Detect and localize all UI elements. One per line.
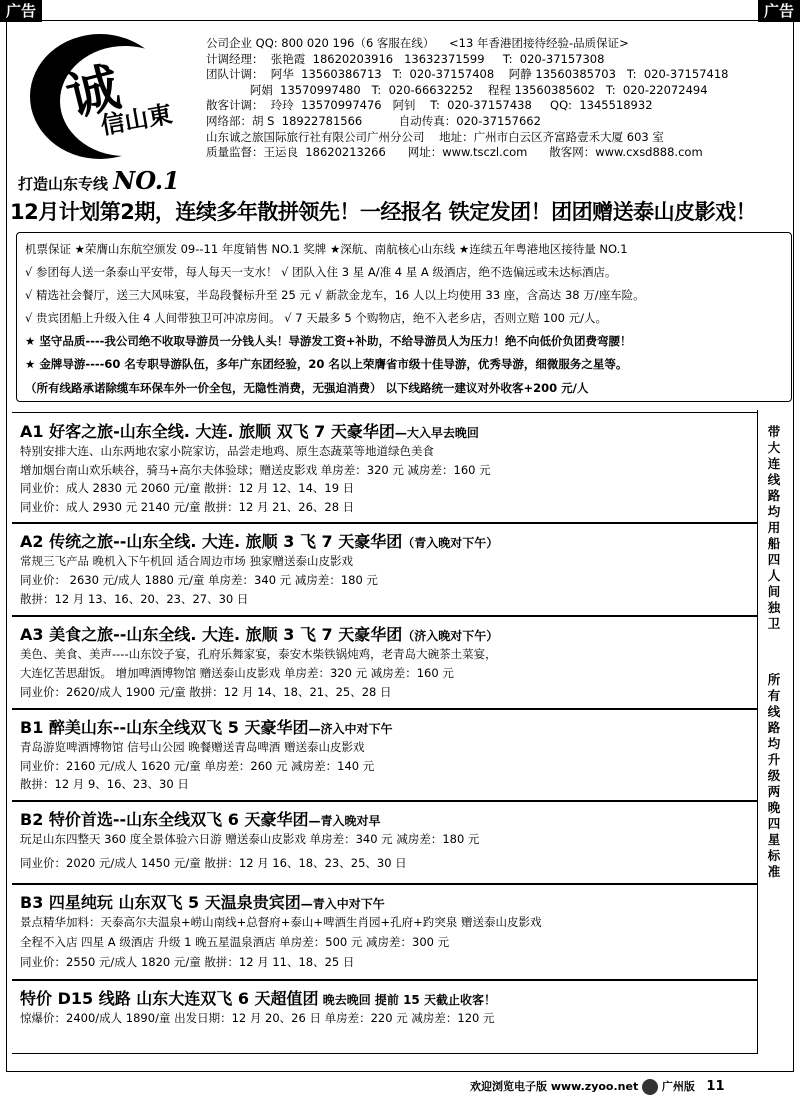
tour-line: 同业价：2020 元/成人 1450 元/童 散拼：12 月 16、18、23、25、30 日	[20, 855, 407, 870]
sidebar-note	[757, 410, 792, 1002]
slogan-no1: NO.1	[113, 166, 180, 195]
tour-title-text: A3 美食之旅--山东全线. 大连. 旅顺 3 飞 7 天豪华团	[20, 625, 403, 644]
tour-line: 散拼：12 月 13、16、20、23、27、30 日	[20, 592, 249, 606]
tour-title-note: —济入中对下午	[308, 722, 393, 736]
feature-line: √ 参团每人送一条泰山平安带，每人每天一支水！ √ 团队入住 3 星 A/准 4 星 A 级酒店，绝不选偏远或未达标酒店。	[25, 265, 617, 279]
contact-line: 团队计调： 阿华 13560386713 T: 020-37157408 阿静 13560385703 T: 020-37157418	[206, 67, 729, 82]
feature-line: （所有线路承诺除缆车环保车外一价全包，无隐性消费，无强迫消费） 以下线路统一建议对外收客+200 元/人	[25, 381, 589, 395]
tour-line: 全程不入店 四星 A 级酒店 升级 1 晚五星温泉酒店 单房差：500 元 减房差：300 元	[20, 935, 450, 949]
logo-slogan	[18, 166, 180, 195]
tour-line: 大连忆苦思甜饭。 增加啤酒博物馆 赠送泰山皮影戏 单房差：320 元 减房差：160 元	[20, 666, 454, 680]
tour-title-text: A2 传统之旅--山东全线. 大连. 旅顺 3 飞 7 天豪华团	[20, 532, 403, 551]
features-box	[16, 232, 792, 402]
tour-line: 同业价：2160 元/成人 1620 元/童 单房差：260 元 减房差：140 元	[20, 758, 375, 773]
tour-line: 增加烟台南山欢乐峡谷，骑马+高尔夫体验球；赠送皮影戏 单房差：320 元 减房差：160 元	[20, 462, 491, 477]
tour-line: 同业价：成人 2930 元 2140 元/童 散拼：12 月 21、26、28 日	[20, 499, 355, 514]
tour-title-note: 晚去晚回 提前 15 天截止收客！	[318, 993, 496, 1007]
tour-title	[20, 419, 479, 442]
tour-line: 常规三飞产品 晚机入下午机回 适合周边市场 独家赠送泰山皮影戏	[20, 554, 353, 568]
feature-line: √ 贵宾团船上升级入住 4 人间带独卫可冲凉房间。 √ 7 天最多 5 个购物店，绝不入老乡店，否则立赔 100 元/人。	[25, 311, 607, 325]
feature-line: √ 精选社会餐厅，送三大风味宴，半岛段餐标升至 25 元 √ 新款金龙车，16 人以上均使用 33 座，含高达 38 万/座车险。	[25, 288, 645, 302]
tour-block	[12, 883, 758, 981]
tour-title-text: A1 好客之旅-山东全线. 大连. 旅顺 双飞 7 天豪华团	[20, 422, 395, 441]
tour-title	[20, 715, 392, 738]
tour-block	[12, 979, 758, 1054]
ad-label-right: 广告	[758, 0, 800, 22]
tour-title	[20, 986, 496, 1009]
tour-line: 同业价： 2630 元/成人 1880 元/童 单房差：340 元 减房差：180 元	[20, 573, 378, 587]
feature-line: 机票保证 ★荣膺山东航空颁发 09--11 年度销售 NO.1 奖牌 ★深航、南航核心山东线 ★连续五年粤港地区接待量 NO.1	[25, 242, 628, 256]
contact-line: 阿娟 13570997480 T: 020-66632252 程程 13560385602 T: 020-22072494	[206, 82, 708, 97]
tour-line: 玩足山东四整天 360 度全景体验六日游 赠送泰山皮影戏 单房差：340 元 减房差：180 元	[20, 832, 480, 846]
page-number: 11	[706, 1079, 725, 1094]
tour-line: 景点精华加料：天泰高尔夫温泉+崂山南线+总督府+泰山+啤酒生肖园+孔府+趵突泉 赠送泰山皮影戏	[20, 915, 542, 929]
logo-big-char: 诚	[60, 56, 126, 129]
contact-line: 公司企业 QQ: 800 020 196（6 客服在线） <13 年香港团接待经验-品质保证>	[206, 36, 629, 50]
tour-line: 同业价：2550 元/成人 1820 元/童 散拼：12 月 11、18、25 日	[20, 955, 355, 969]
contact-line: 山东诚之旅国际旅行社有限公司广州分公司 地址：广州市白云区齐富路壹禾大厦 603 室	[206, 129, 664, 144]
tour-line: 青岛游览啤酒博物馆 信号山公园 晚餐赠送青岛啤酒 赠送泰山皮影戏	[20, 740, 365, 754]
ad-label-left: 广告	[0, 0, 42, 22]
tour-line: 惊爆价：2400/成人 1890/童 出发日期：12 月 20、26 日 单房差：220 元 减房差：120 元	[20, 1011, 495, 1025]
tour-title-note: （青入晚对下午）	[402, 536, 499, 550]
contact-line: 质量监督：王运良 18620213266 网址：www.tsczl.com 散客网：www.cxsd888.com	[206, 145, 703, 160]
tour-title-note: —大入早去晚回	[394, 426, 479, 440]
sidebar-note-2: 所有线路均升级两晚四星标准	[767, 672, 781, 879]
footer-edition: 广州版	[661, 1080, 695, 1093]
tour-line: 特别安排大连、山东两地农家小院家访，品尝走地鸡、原生态蔬菜等地道绿色美食	[20, 444, 434, 458]
tour-line: 同业价：成人 2830 元 2060 元/童 散拼：12 月 12、14、19 日	[20, 481, 355, 495]
contact-info	[206, 36, 796, 161]
tour-title	[20, 890, 385, 913]
sidebar-note-1: 带大连线路均用船四人间独卫	[767, 424, 781, 631]
contact-line: 网络部：胡 S 18922781566 自动传真：020-37157662	[206, 113, 541, 128]
tour-title-note: —青入中对下午	[300, 897, 385, 911]
tour-block	[12, 708, 758, 802]
headline: 12月计划第2期，连续多年散拼领先！一经报名 铁定发团！团团赠送泰山皮影戏！	[10, 200, 757, 224]
tour-line: 散拼：12 月 9、16、23、30 日	[20, 777, 189, 792]
tour-title-note: —青入晚对早	[308, 814, 381, 828]
tour-line: 美色、美食、美声----山东饺子宴，孔府乐舞家宴，泰安木柴铁锅炖鸡，老青岛大碗茶土菜宴，	[20, 647, 497, 661]
feature-line: ★ 金牌导游----60 名专职导游队伍，多年广东团经验，20 名以上荣膺省市级十佳导游，优秀导游，细微服务之星等。	[25, 357, 628, 371]
feature-line: ★ 坚守品质----我公司绝不收取导游员一分钱人头！导游发工资+补助，不给导游员人为压力！绝不向低价负团费弯腰！	[25, 334, 632, 348]
footer	[470, 1078, 725, 1095]
tour-title-text: B3 四星纯玩 山东双飞 5 天温泉贵宾团	[20, 893, 301, 912]
tour-title	[20, 622, 498, 645]
slogan-text: 打造山东专线	[18, 175, 109, 193]
tour-block	[12, 522, 758, 617]
tour-block	[12, 412, 758, 524]
tour-title-text: B2 特价首选--山东全线双飞 6 天豪华团	[20, 810, 309, 829]
logo-small-chars: 信山東	[98, 98, 175, 141]
tour-block	[12, 800, 758, 885]
contact-line: 散客计调： 玲玲 13570997476 阿钊 T: 020-37157438 QQ: 1345518932	[206, 98, 653, 113]
footer-text: 欢迎浏览电子版 www.zyoo.net	[470, 1080, 639, 1093]
tour-title-note: （济入晚对下午）	[402, 629, 499, 643]
contact-line: 计调经理： 张艳霞 18620203916 13632371599 T: 020-37157308	[206, 51, 605, 66]
tour-title-text: B1 醉美山东--山东全线双飞 5 天豪华团	[20, 718, 309, 737]
zyoo-logo-icon	[642, 1079, 658, 1095]
tour-line: 同业价：2620/成人 1900 元/童 散拼：12 月 14、18、21、25、28 日	[20, 685, 392, 699]
tour-title	[20, 807, 380, 830]
tour-block	[12, 615, 758, 710]
tour-title-text: 特价 D15 线路 山东大连双飞 6 天超值团	[20, 989, 319, 1008]
tour-title	[20, 529, 498, 552]
